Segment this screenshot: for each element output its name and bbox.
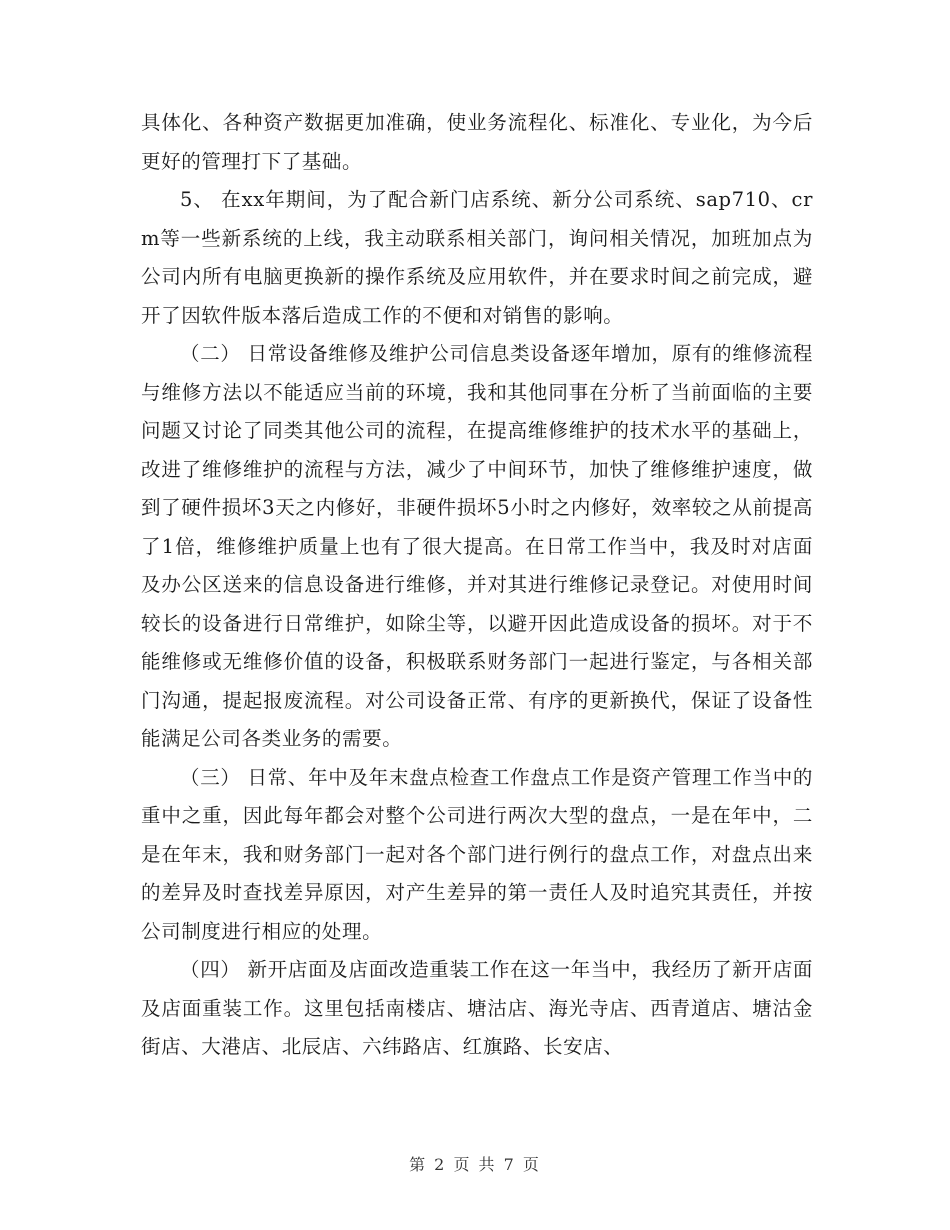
paragraph-continuation: 具体化、各种资产数据更加准确，使业务流程化、标准化、专业化，为今后更好的管理打下了基础。 — [141, 111, 813, 173]
paragraph-section-2: （二） 日常设备维修及维护公司信息类设备逐年增加，原有的维修流程与维修方法以不能适应当前的环境，我和其他同事在分析了当前面临的主要问题又讨论了同类其他公司的流程，在提高维修维护的技术水平的基础上，改进了维修维护的流程与方法，减少了中间环节，加快了维修维护速度，做到了硬件损坏3天之内修好，非硬件损坏5小时之内修好，效率较之从前提高了1倍，维修维护质量上也有了很大提高。在日常工作当中，我及时对店面及办公区送来的信息设备进行维修，并对其进行维修记录登记。对使用时间较长的设备进行日常维护，如除尘等，以避开因此造成设备的损坏。对于不能维修或无维修价值的设备，积极联系财务部门一起进行鉴定，与各相关部门沟通，提起报废流程。对公司设备正常、有序的更新换代，保证了设备性能满足公司各类业务的需要。 — [141, 342, 813, 750]
paragraph-section-3: （三） 日常、年中及年末盘点检查工作盘点工作是资产管理工作当中的重中之重，因此每年都会对整个公司进行两次大型的盘点，一是在年中，二是在年末，我和财务部门一起对各个部门进行例行的盘点工作，对盘点出来的差异及时查找差异原因，对产生差异的第一责任人及时追究其责任，并按公司制度进行相应的处理。 — [141, 765, 813, 943]
document-body — [141, 104, 813, 1067]
paragraph-section-4: （四） 新开店面及店面改造重装工作在这一年当中，我经历了新开店面及店面重装工作。这里包括南楼店、塘沽店、海光寺店、西青道店、塘沽金街店、大港店、北辰店、六纬路店、红旗路、长安店、 — [141, 958, 813, 1058]
page-number-footer: 第 2 页 共 7 页 — [409, 1155, 541, 1174]
paragraph-item-5: 5、 在xx年期间，为了配合新门店系统、新分公司系统、sap710、crm等一些新系统的上线，我主动联系相关部门，询问相关情况，加班加点为公司内所有电脑更换新的操作系统及应用软件，并在要求时间之前完成，避开了因软件版本落后造成工作的不便和对销售的影响。 — [141, 188, 813, 327]
